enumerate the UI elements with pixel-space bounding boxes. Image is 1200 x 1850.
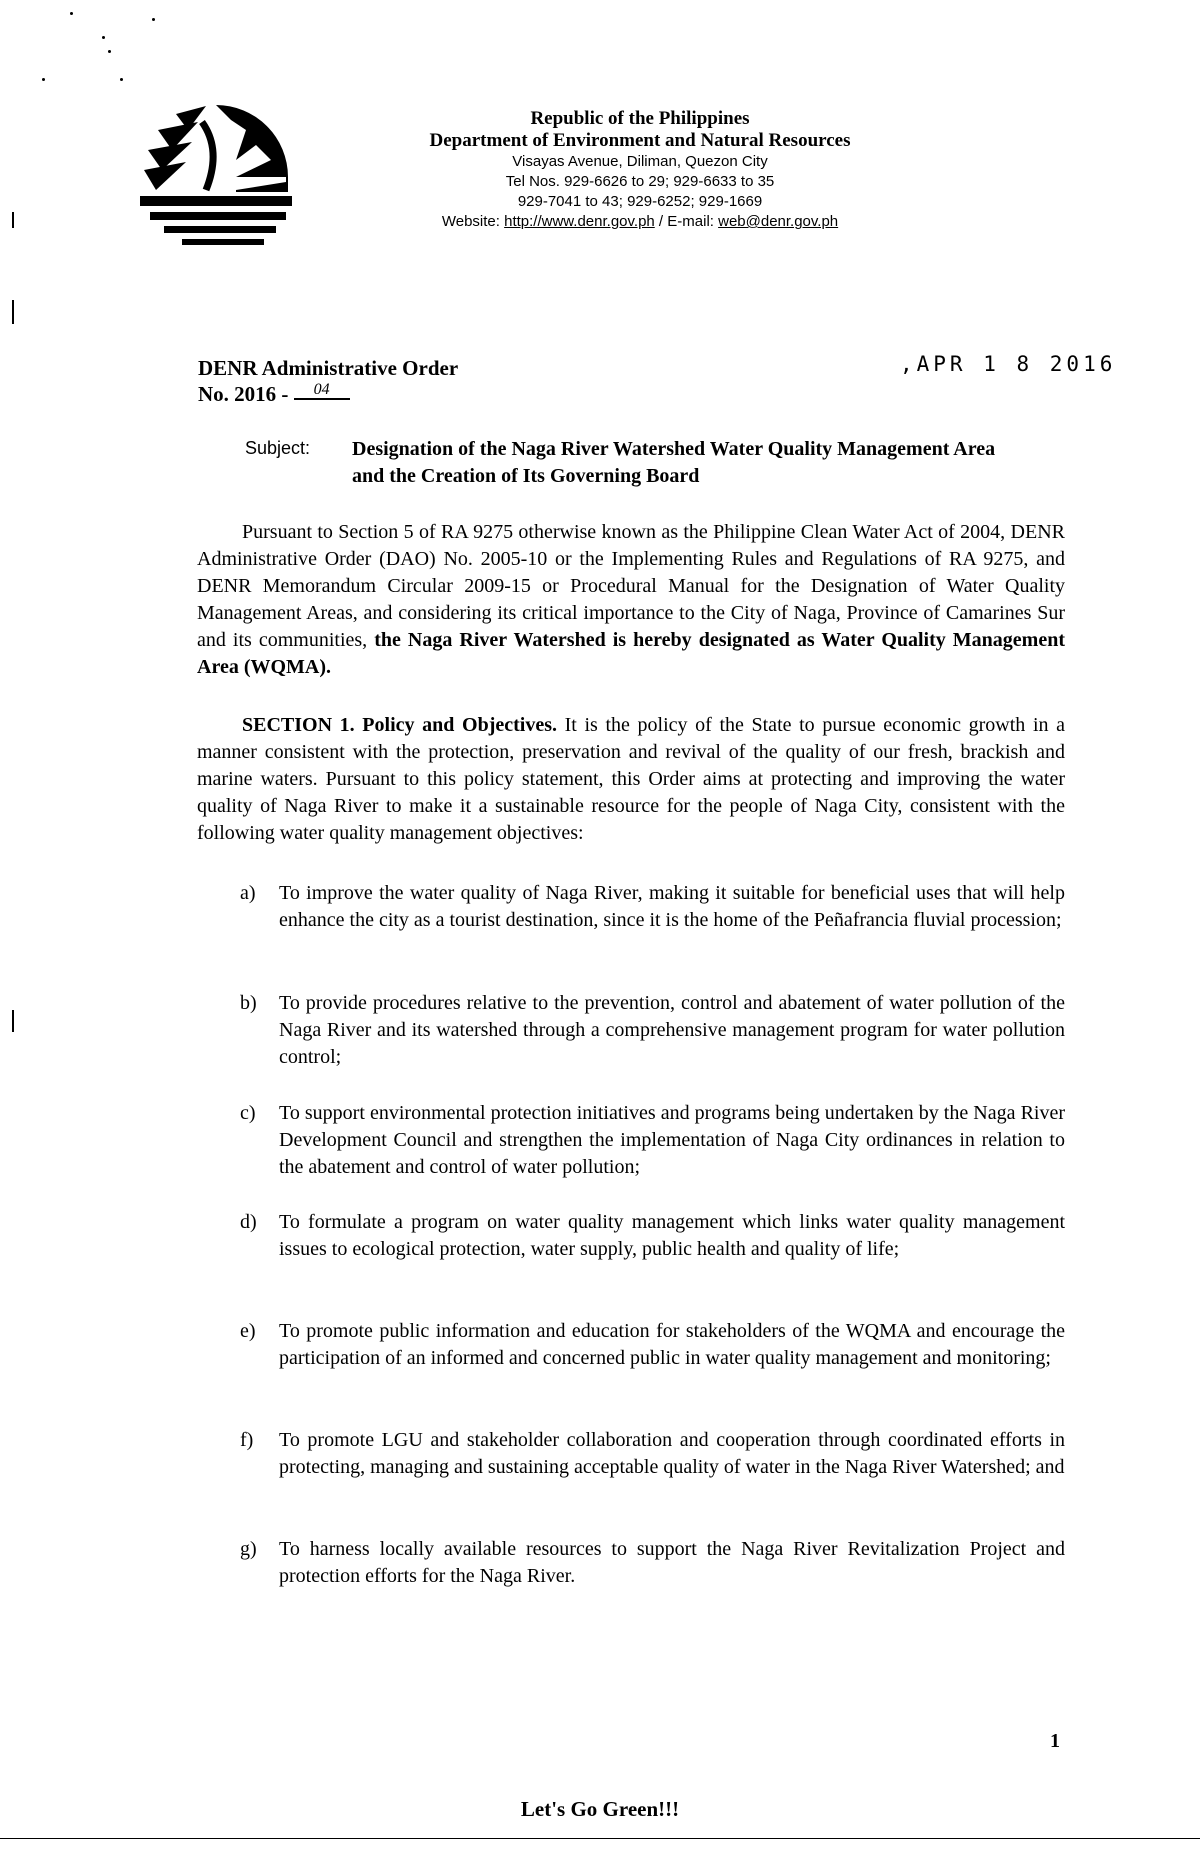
intro-paragraph <box>197 519 1065 681</box>
scan-edge-mark <box>12 212 14 228</box>
tel-line-2: 929-7041 to 43; 929-6252; 929-1669 <box>517 193 763 210</box>
intro-bold-text: the Naga River Watershed is hereby designated as Water Quality Management Area (WQMA). <box>197 629 1066 678</box>
contact-line <box>340 212 940 232</box>
website-label: Website: <box>441 213 505 230</box>
intro-text: Pursuant to Section 5 of RA 9275 otherwise known as the Philippine Clean Water Act of 2004, DENR Administrative Order (DAO) No. 2005-10 or the Implementing Rules and Regulations of RA 9275, and DENR Memorandum Circular 2009-15 or Procedural Manual for the Designation of Water Quality Management Areas, and considering its critical importance to the City of Naga, Province of Camarines Sur and its communities, <box>197 521 1065 651</box>
scan-speck <box>42 78 45 81</box>
subject-text: Designation of the Naga River Watershed Water Quality Management Area and the Creation of Its Governing Board <box>352 438 996 487</box>
footer-slogan: Let's Go Green!!! <box>520 1797 680 1821</box>
denr-logo-icon <box>136 100 296 250</box>
order-title: DENR Administrative Order <box>198 356 459 380</box>
objective-letter: g) <box>240 1538 257 1560</box>
website-link[interactable]: http://www.denr.gov.ph <box>504 213 655 230</box>
objective-text: To support environmental protection initiatives and programs being undertaken by the Naga River Development Council and strengthen the implementation of Naga City ordinances in relation to the abatement and control of water pollution; <box>279 1102 1065 1178</box>
scan-speck <box>108 50 111 53</box>
objective-item <box>240 1209 1065 1263</box>
address-line: Visayas Avenue, Diliman, Quezon City <box>512 153 768 170</box>
objective-item <box>240 990 1065 1071</box>
subject-label: Subject: <box>245 438 311 458</box>
bottom-rule <box>0 1838 1200 1839</box>
objective-letter: f) <box>240 1429 254 1451</box>
objective-text: To formulate a program on water quality management which links water quality management issues to ecological protection, water supply, public health and quality of life; <box>279 1211 1065 1260</box>
objective-letter: d) <box>240 1211 257 1233</box>
objective-letter: c) <box>240 1102 256 1124</box>
order-number-prefix: No. 2016 - <box>198 382 294 406</box>
scan-edge-mark <box>12 300 14 324</box>
page-number: 1 <box>1050 1730 1060 1752</box>
objective-item <box>240 1100 1065 1181</box>
scan-speck <box>102 36 105 39</box>
objective-item <box>240 1318 1065 1372</box>
objective-text: To improve the water quality of Naga River, making it suitable for beneficial uses that will help enhance the city as a tourist destination, since it is the home of the Peñafrancia fluvial procession; <box>279 882 1065 931</box>
objective-item <box>240 1536 1065 1590</box>
objective-text: To harness locally available resources to support the Naga River Revitalization Project and protection efforts for the Naga River. <box>279 1538 1065 1587</box>
department-line: Department of Environment and Natural Resources <box>429 130 851 151</box>
letterhead <box>340 108 940 232</box>
objective-letter: e) <box>240 1320 256 1342</box>
objective-text: To provide procedures relative to the prevention, control and abatement of water pollution of the Naga River and its watershed through a comprehensive management program for water pollution control; <box>279 992 1065 1068</box>
email-label: / E-mail: <box>654 213 719 230</box>
objective-item <box>240 880 1065 934</box>
section-1-heading: SECTION 1. Policy and Objectives. <box>242 714 557 736</box>
objective-letter: a) <box>240 882 256 904</box>
republic-line: Republic of the Philippines <box>530 108 750 129</box>
section-1-paragraph <box>197 712 1065 847</box>
tel-line-1: Tel Nos. 929-6626 to 29; 929-6633 to 35 <box>505 173 775 190</box>
scan-speck <box>152 18 155 21</box>
section-1-text: It is the policy of the State to pursue economic growth in a manner consistent with the protection, preservation and revival of the quality of our fresh, brackish and marine waters. Pursuant to this policy statement, this Order aims at protecting and improving the water quality of Naga River to make it a sustainable resource for the people of Naga City, consistent with the following water quality management objectives: <box>197 714 1066 844</box>
email-link[interactable]: web@denr.gov.ph <box>718 213 839 230</box>
objective-letter: b) <box>240 992 257 1014</box>
objective-item <box>240 1427 1065 1481</box>
date-stamp: ,APR 1 8 2016 <box>900 352 1117 376</box>
scan-edge-mark <box>12 1010 14 1032</box>
scan-speck <box>120 78 123 81</box>
objective-text: To promote LGU and stakeholder collaboration and cooperation through coordinated efforts in protecting, managing and sustaining acceptable quality of water in the Naga River Watershed; and <box>279 1429 1065 1478</box>
objective-text: To promote public information and education for stakeholders of the WQMA and encourage the participation of an informed and concerned public in water quality management and monitoring; <box>279 1320 1065 1369</box>
order-number <box>198 382 350 407</box>
order-number-handwritten: 04 <box>294 382 350 400</box>
scan-speck <box>70 12 73 15</box>
